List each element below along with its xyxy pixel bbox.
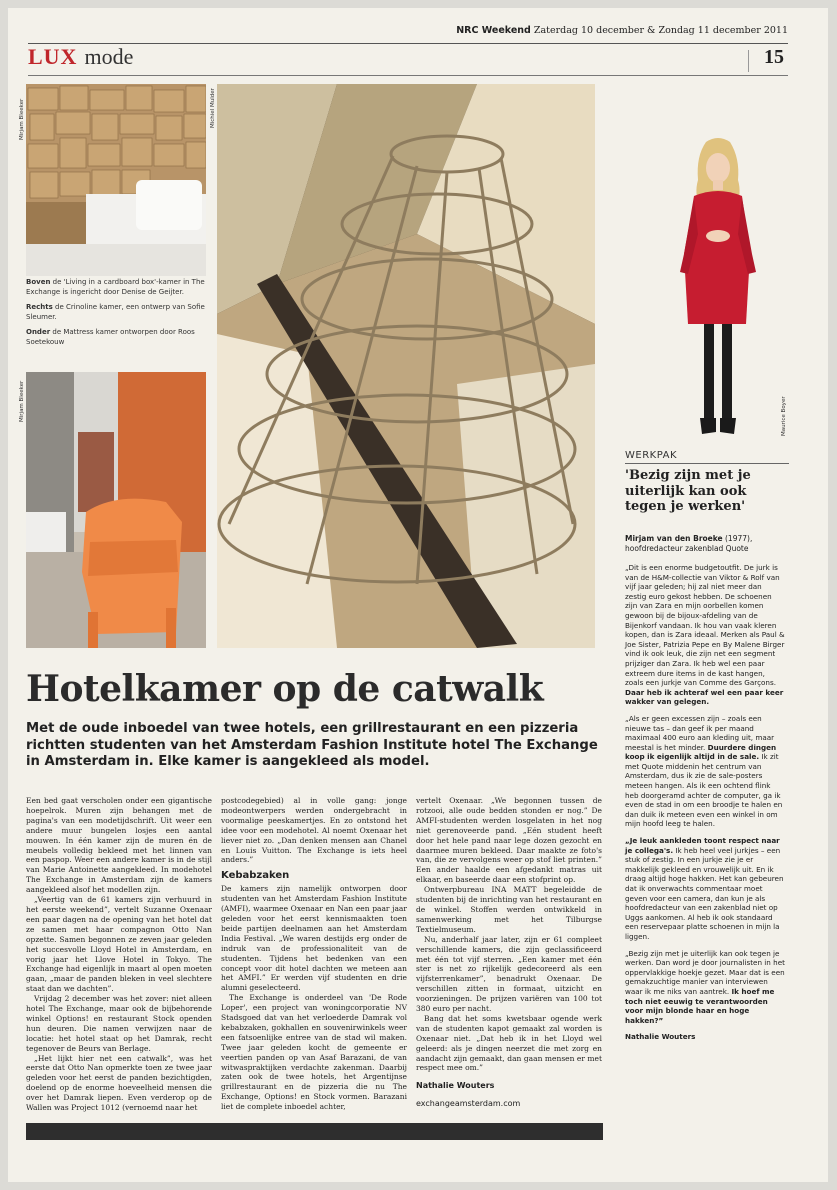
article-website: exchangeamsterdam.com xyxy=(416,1099,521,1109)
caption-bottom-text: de Mattress kamer ontworpen door Roos Soetekouw xyxy=(26,328,195,346)
photo-mattress-room xyxy=(26,372,206,648)
sidebar-p4-bold: Ik hoef me toch niet eeuwig te verantwoorden voor mijn blonde haar en hoge hakken?” xyxy=(625,986,775,1025)
sidebar-paragraph-4 xyxy=(625,949,785,1026)
sidebar-rule xyxy=(625,463,789,464)
col3-paragraph: Nu, anderhalf jaar later, zijn er 61 compleet verschillende kamers, die zijn geclassificeerd met één tot vijf sterren. „Een kamer met één ster is net zo rijkelijk gedecoreerd als een vijfsterrenkamer”, benadrukt Oxenaar. De verschillen zitten in formaat, uitzicht en voorzieningen. De prijzen variëren van 100 tot 380 euro per nacht. xyxy=(416,934,602,1014)
masthead-date: Zaterdag 10 december & Zondag 11 december 2011 xyxy=(533,25,788,36)
masthead xyxy=(456,25,788,36)
col3-paragraph: Bang dat het soms kwetsbaar ogende werk van de studenten kapot gemaakt zal worden is Oxenaar niet. „Dat heb ik in het Lloyd wel geleerd: als je dingen neerzet die met zorg en aandacht zijn gemaakt, dan gaan mensen er met respect mee om.” xyxy=(416,1013,602,1073)
col1-paragraph: Vrijdag 2 december was het zover: niet alleen hotel The Exchange, maar ook de bijbehorende winkel Options! en restaurant Stock openden hun deuren. Die namen verwijzen naar de locatie: het hotel staat op het Damrak, recht tegenover de Beurs van Berlage. xyxy=(26,994,212,1053)
header-separator xyxy=(748,50,749,72)
photo-crinoline-room xyxy=(217,84,595,648)
sidebar-p1-text: „Dit is een enorme budgetoutfit. De jurk is van de H&M-collectie van Viktor & Rolf van vijf jaar geleden; hij zal niet meer dan zestig euro gekost hebben. De schoenen zijn van Zara en mijn oorbellen komen gewoon bij de bijoux-afdeling van de Bijenkorf vandaan. Ik hou van vaak kleren kopen, dan is Zara ideaal. Merken als Paul & Joe Sister, Patrizia Pepe en By Malene Birger vind ik ook leuk, die zijn net een segment prijziger dan Zara. Ik heb wel een paar extreem dure items in de kast hangen, zoals een jurkje van Comme des Garçons. xyxy=(625,563,785,688)
caption-bottom-bold: Onder xyxy=(26,328,51,336)
section-mode: mode xyxy=(84,44,134,69)
col1-paragraph: Een bed gaat verscholen onder een gigantische hoepelrok. Muren zijn behangen met de pagina's van een modetijdschrift. Uit weer een andere muur bungelen losjes een aantal mouwen. In één kamer zijn de muren én de meubels volledig bekleed met het linnen van een paspop. Weer een andere kamer is in de stijl van Marie Antoinette aangekleed. In modehotel The Exchange in Amsterdam zijn de kamers aangekleed alsof het modellen zijn. xyxy=(26,796,212,895)
caption-right-text: de Crinoline kamer, een ontwerp van Sofie Sleumer. xyxy=(26,303,205,321)
article-author: Nathalie Wouters xyxy=(416,1081,495,1091)
col2-paragraph: postcodegebied) al in volle gang: jonge modeontwerpers werden ondergebracht in voormalige peeskamertjes. En zo ontstond het idee voor een modehotel. Al noemt Oxenaar het liever niet zo. „Dan denken mensen aan Chanel en Louis Vuitton. The Exchange is iets heel anders.” xyxy=(221,796,407,865)
sidebar-p4-text: „Bezig zijn met je uiterlijk kan ook tegen je werken. Dan word je door journalisten in het oppervlakkige hoekje gezet. Maar dat is een gemakzuchtige manier van interviewen waar ik me niks van aantrek. xyxy=(625,948,785,996)
sidebar-paragraph-1 xyxy=(625,563,785,707)
newspaper-page xyxy=(8,8,828,1182)
caption-top xyxy=(26,278,206,297)
sidebar-person xyxy=(625,534,789,554)
sidebar-p2-rest: Ik zit met Quote middenin het centrum van Amsterdam, dus ik zie de sale-posters meteen hangen. Als ik een ochtend flink heb doorgeramd achter de computer, ga ik even de stad in om een broodje te halen en dan duik ik meteen even een winkel in om mijn hoofd leeg te halen. xyxy=(625,752,783,829)
caption-right-bold: Rechts xyxy=(26,303,53,311)
article-subhead: Kebabzaken xyxy=(221,870,290,882)
article-column-3 xyxy=(416,796,602,1109)
caption-top-text: de 'Living in a cardboard box'-kamer in The Exchange is ingericht door Denise de Geijter. xyxy=(26,278,205,296)
article-lead: Met de oude inboedel van twee hotels, een grillrestaurant en een pizzeria richtten studenten van het Amsterdam Fashion Institute hotel The Exchange in Amsterdam in. Elke kamer is aangekleed als model. xyxy=(26,721,598,769)
sidebar-quote: 'Bezig zijn met je uiterlijk kan ook tegen je werken' xyxy=(625,468,751,514)
col1-paragraph: „Veertig van de 61 kamers zijn verhuurd in het eerste weekend”, vertelt Suzanne Oxenaar een paar dagen na de opening van het hotel dat ze samen met haar compagnon Otto Nan opzette. Samen begonnen ze zeven jaar geleden het succesvolle Lloyd Hotel in Amsterdam, en vorig jaar het Llove Hotel in Tokyo. The Exchange had eigenlijk in maart al open moeten gaan, „maar de panden bleken in veel slechtere staat dan we dachten”. xyxy=(26,895,212,994)
sidebar-author xyxy=(625,1032,785,1042)
col2-paragraph: De kamers zijn namelijk ontworpen door studenten van het Amsterdam Fashion Institute (AMFI), waarmee Oxenaar en Nan een paar jaar geleden voor het eerst kennismaakten toen beide partijen deelnamen aan het Amsterdam India Festival. „We waren destijds erg onder de indruk van de professionaliteit van de studenten. Tijdens het bedenken van een concept voor dit hotel dachten we meteen aan het AMFI.” Er werden vijf studenten en drie alumni geselecteerd. xyxy=(221,884,407,993)
article-headline: Hotelkamer op de catwalk xyxy=(26,668,544,710)
masthead-brand: NRC Weekend xyxy=(456,25,531,36)
credit-portrait: Maurice Boyer xyxy=(781,396,787,436)
col3-paragraph: Ontwerpbureau INA MATT begeleidde de studenten bij de inrichting van het restaurant en de winkel. Stoffen werden ontwikkeld in samenwerking met het Tilburgse Textielmuseum. xyxy=(416,885,602,934)
credit-crinoline: Michiel Mulder xyxy=(210,88,216,128)
caption-bottom xyxy=(26,328,206,347)
sidebar-p3-text: Ik heb heel veel jurkjes – een stuk of zestig. In een jurkje zie je er makkelijk gekleed en vrouwelijk uit. En ik draag altijd hoge hakken. Het kan gebeuren dat ik onverwachts commentaar moet geven voor een camera, dan kun je als hoofdredacteur van een zakenblad niet op Uggs aankomen. Al heb ik ook standaard een reservepaar platte schoenen in mijn la liggen. xyxy=(625,845,784,941)
bottom-bar xyxy=(26,1123,603,1140)
sidebar-label: WERKPAK xyxy=(625,450,678,461)
article-column-1 xyxy=(26,796,212,1113)
sidebar-body xyxy=(625,563,785,1049)
section-lux: LUX xyxy=(28,44,78,69)
sidebar-author-name: Nathalie Wouters xyxy=(625,1032,696,1042)
sidebar-person-detail: (1977), hoofdredacteur zakenblad Quote xyxy=(625,534,753,553)
article-column-2 xyxy=(221,796,407,1112)
sidebar-paragraph-2 xyxy=(625,714,785,829)
photo-captions xyxy=(26,278,206,353)
photo-cardboard-room xyxy=(26,84,206,276)
sidebar-p3-bold: „Je leuk aankleden toont respect naar je collega's. xyxy=(625,836,780,855)
caption-top-bold: Boven xyxy=(26,278,51,286)
page-number: 15 xyxy=(764,46,784,68)
sidebar-paragraph-3 xyxy=(625,836,785,942)
sidebar-p2-text: „Als er geen excessen zijn – zoals een nieuwe tas – dan geef ik per maand maximaal 400 euro aan kleding uit, maar meestal is het minder. xyxy=(625,713,775,752)
col3-paragraph: vertelt Oxenaar. „We begonnen tussen de rotzooi, alle oude bedden stonden er nog.” De AMFI-studenten werden losgelaten in het nog niet gerenoveerde pand. „Eén student heeft door het hele pand naar lege dozen gezocht en daarmee muren bekleed. Daar maakte ze foto's van, die ze vervolgens weer op stof liet printen.” Een ander haalde een afgedankt matras uit elkaar, en baseerde daar een stofprint op. xyxy=(416,796,602,885)
sidebar-person-name: Mirjam van den Broeke xyxy=(625,534,723,543)
credit-mattress: Mirjam Bleeker xyxy=(19,380,25,422)
sidebar-p2-bold: Duurdere dingen koop ik eigenlijk altijd in de sale. xyxy=(625,742,777,762)
header-rule-bottom xyxy=(28,75,788,76)
portrait-mirjam xyxy=(658,134,778,452)
col2-paragraph: The Exchange is onderdeel van 'De Rode Loper', een project van woningcorporatie NV Stadsgoed dat van het verloederde Damrak vol kebabzaken, gokhallen en souvenirwinkels weer een fatsoenlijke entree van de stad wil maken. Twee jaar geleden kocht de gemeente er veertien panden op van Asaf Barazani, de van witwaspraktijken verdachte zakenman. Daarbij zaten ook de twee hotels, het Argentijnse grillrestaurant en de pizzeria die nu The Exchange, Options! en Stock vormen. Barazani liet de complete inboedel achter, xyxy=(221,993,407,1112)
credit-cardboard: Mirjam Bleeker xyxy=(19,98,25,140)
col1-paragraph: „Het lijkt hier net een catwalk”, was het eerste dat Otto Nan opmerkte toen ze twee jaar geleden voor het eerst de panden bezichtigden, doelend op de enorme hoeveelheid mensen die over het Damrak liepen. Even verderop op de Wallen was Project 1012 (vernoemd naar het xyxy=(26,1053,212,1113)
caption-right xyxy=(26,303,206,322)
header-rule xyxy=(28,43,788,44)
section-title xyxy=(28,44,133,70)
sidebar-p1-bold: Daar heb ik achteraf wel een paar keer wakker van gelegen. xyxy=(625,687,784,707)
